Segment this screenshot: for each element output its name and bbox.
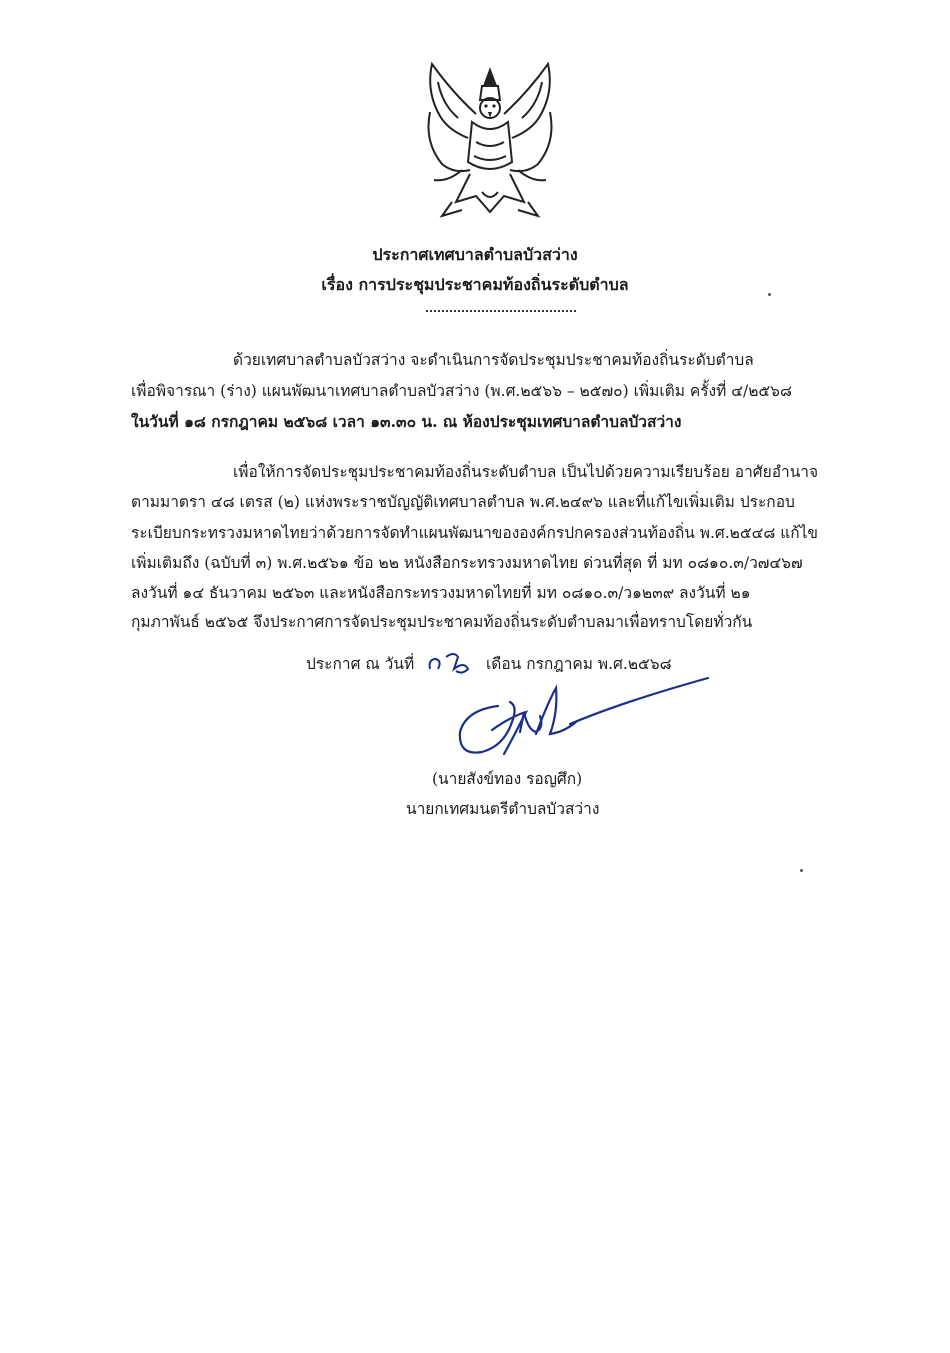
para2-line-2: ตามมาตรา ๔๘ เตรส (๒) แห่งพระราชบัญญัติเทศบาลตำบล พ.ศ.๒๔๙๖ และที่แก้ไขเพิ่มเติม ประกอบ — [131, 493, 795, 511]
signatory-name: (นายสังข์ทอง รอญศึก) — [432, 770, 583, 788]
para1-line-1: ด้วยเทศบาลตำบลบัวสว่าง จะดำเนินการจัดประชุมประชาคมท้องถิ่นระดับตำบล — [233, 351, 754, 369]
para1-line-3: ในวันที่ ๑๘ กรกฎาคม ๒๕๖๘ เวลา ๑๓.๓๐ น. ณ ห้องประชุมเทศบาลตำบลบัวสว่าง — [131, 412, 682, 431]
signatory-position: นายกเทศมนตรีตำบลบัวสว่าง — [406, 800, 600, 818]
announcement-subject: เรื่อง การประชุมประชาคมท้องถิ่นระดับตำบล — [321, 275, 629, 294]
date-suffix: เดือน กรกฎาคม พ.ศ.๒๕๖๘ — [486, 655, 672, 673]
scan-speck — [768, 293, 771, 296]
date-prefix: ประกาศ ณ วันที่ — [306, 655, 415, 673]
para2-line-6: กุมภาพันธ์ ๒๕๖๕ จึงประกาศการจัดประชุมประชาคมท้องถิ่นระดับตำบลมาเพื่อทราบโดยทั่วกัน — [131, 613, 753, 631]
para2-line-3: ระเบียบกระทรวงมหาดไทยว่าด้วยการจัดทำแผนพัฒนาขององค์กรปกครองส่วนท้องถิ่น พ.ศ.๒๕๔๘ แก้ไข — [131, 524, 819, 542]
handwritten-signature — [452, 672, 712, 764]
para2-line-5: ลงวันที่ ๑๔ ธันวาคม ๒๕๖๓ และหนังสือกระทรวงมหาดไทยที่ มท ๐๘๑๐.๓/ว๑๒๓๙ ลงวันที่ ๒๑ — [131, 584, 751, 602]
para1-line-2: เพื่อพิจารณา (ร่าง) แผนพัฒนาเทศบาลตำบลบัวสว่าง (พ.ศ.๒๕๖๖ – ๒๕๗๐) เพิ่มเติม ครั้งที่ ๔/๒๕๖๘ — [131, 382, 792, 400]
scan-speck — [800, 869, 803, 872]
para2-line-4: เพิ่มเติมถึง (ฉบับที่ ๓) พ.ศ.๒๕๖๑ ข้อ ๒๒ หนังสือกระทรวงมหาดไทย ด่วนที่สุด ที่ มท ๐๘๑๐.๓/ว๗๔๖๗ — [131, 554, 803, 572]
garuda-emblem-icon — [412, 52, 568, 224]
para2-line-1: เพื่อให้การจัดประชุมประชาคมท้องถิ่นระดับตำบล เป็นไปด้วยความเรียบร้อย อาศัยอำนาจ — [233, 463, 819, 481]
announcement-title: ประกาศเทศบาลตำบลบัวสว่าง — [372, 245, 578, 264]
dotted-separator — [426, 310, 576, 312]
